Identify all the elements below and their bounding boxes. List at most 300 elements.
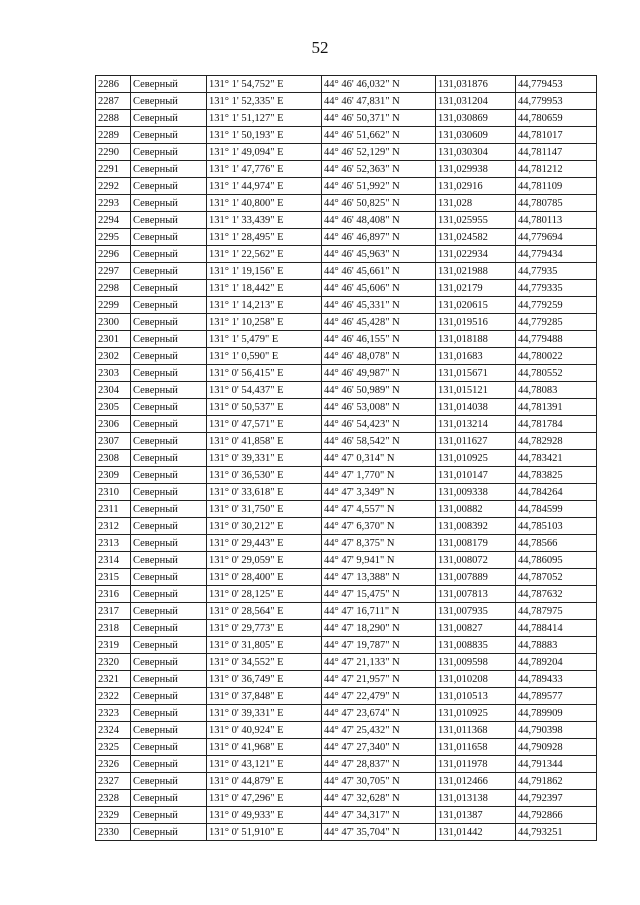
zone-name-cell: Северный	[131, 331, 207, 348]
latitude-dms-cell: 44° 46' 46,897" N	[322, 229, 436, 246]
longitude-decimal-cell: 131,009338	[436, 484, 516, 501]
latitude-decimal-cell: 44,783421	[516, 450, 597, 467]
longitude-decimal-cell: 131,010925	[436, 450, 516, 467]
latitude-decimal-cell: 44,779453	[516, 76, 597, 93]
longitude-decimal-cell: 131,022934	[436, 246, 516, 263]
latitude-dms-cell: 44° 47' 16,711" N	[322, 603, 436, 620]
zone-name-cell: Северный	[131, 671, 207, 688]
latitude-decimal-cell: 44,789577	[516, 688, 597, 705]
zone-name-cell: Северный	[131, 195, 207, 212]
table-row	[96, 688, 597, 705]
longitude-decimal-cell: 131,030869	[436, 110, 516, 127]
table-row	[96, 314, 597, 331]
longitude-dms-cell: 131° 1' 28,495" E	[207, 229, 322, 246]
point-number-cell: 2287	[96, 93, 131, 110]
latitude-decimal-cell: 44,789433	[516, 671, 597, 688]
latitude-decimal-cell: 44,787975	[516, 603, 597, 620]
latitude-dms-cell: 44° 47' 23,674" N	[322, 705, 436, 722]
zone-name-cell: Северный	[131, 739, 207, 756]
table-row	[96, 620, 597, 637]
table-row	[96, 671, 597, 688]
latitude-dms-cell: 44° 47' 0,314" N	[322, 450, 436, 467]
latitude-dms-cell: 44° 47' 21,133" N	[322, 654, 436, 671]
latitude-decimal-cell: 44,779488	[516, 331, 597, 348]
latitude-dms-cell: 44° 46' 51,662" N	[322, 127, 436, 144]
point-number-cell: 2309	[96, 467, 131, 484]
point-number-cell: 2295	[96, 229, 131, 246]
latitude-decimal-cell: 44,785103	[516, 518, 597, 535]
coordinates-table-body	[96, 76, 597, 841]
latitude-decimal-cell: 44,78083	[516, 382, 597, 399]
zone-name-cell: Северный	[131, 569, 207, 586]
zone-name-cell: Северный	[131, 552, 207, 569]
longitude-dms-cell: 131° 1' 47,776" E	[207, 161, 322, 178]
latitude-dms-cell: 44° 46' 45,963" N	[322, 246, 436, 263]
zone-name-cell: Северный	[131, 484, 207, 501]
latitude-dms-cell: 44° 46' 50,989" N	[322, 382, 436, 399]
latitude-dms-cell: 44° 47' 1,770" N	[322, 467, 436, 484]
latitude-dms-cell: 44° 46' 52,129" N	[322, 144, 436, 161]
latitude-decimal-cell: 44,789204	[516, 654, 597, 671]
longitude-decimal-cell: 131,029938	[436, 161, 516, 178]
latitude-dms-cell: 44° 46' 50,371" N	[322, 110, 436, 127]
latitude-dms-cell: 44° 47' 13,388" N	[322, 569, 436, 586]
table-row	[96, 518, 597, 535]
longitude-dms-cell: 131° 1' 19,156" E	[207, 263, 322, 280]
longitude-decimal-cell: 131,009598	[436, 654, 516, 671]
latitude-dms-cell: 44° 47' 25,432" N	[322, 722, 436, 739]
latitude-decimal-cell: 44,781391	[516, 399, 597, 416]
latitude-decimal-cell: 44,781017	[516, 127, 597, 144]
zone-name-cell: Северный	[131, 807, 207, 824]
longitude-dms-cell: 131° 1' 10,258" E	[207, 314, 322, 331]
latitude-dms-cell: 44° 47' 22,479" N	[322, 688, 436, 705]
longitude-decimal-cell: 131,00882	[436, 501, 516, 518]
longitude-decimal-cell: 131,015121	[436, 382, 516, 399]
table-row	[96, 297, 597, 314]
longitude-dms-cell: 131° 0' 40,924" E	[207, 722, 322, 739]
table-row	[96, 807, 597, 824]
latitude-dms-cell: 44° 47' 32,628" N	[322, 790, 436, 807]
longitude-dms-cell: 131° 0' 44,879" E	[207, 773, 322, 790]
latitude-dms-cell: 44° 46' 50,825" N	[322, 195, 436, 212]
longitude-dms-cell: 131° 1' 49,094" E	[207, 144, 322, 161]
longitude-decimal-cell: 131,007813	[436, 586, 516, 603]
longitude-decimal-cell: 131,025955	[436, 212, 516, 229]
longitude-dms-cell: 131° 0' 37,848" E	[207, 688, 322, 705]
point-number-cell: 2327	[96, 773, 131, 790]
longitude-decimal-cell: 131,010513	[436, 688, 516, 705]
latitude-dms-cell: 44° 46' 45,428" N	[322, 314, 436, 331]
longitude-decimal-cell: 131,008835	[436, 637, 516, 654]
zone-name-cell: Северный	[131, 229, 207, 246]
table-row	[96, 535, 597, 552]
latitude-dms-cell: 44° 46' 45,661" N	[322, 263, 436, 280]
zone-name-cell: Северный	[131, 263, 207, 280]
table-row	[96, 246, 597, 263]
longitude-decimal-cell: 131,011978	[436, 756, 516, 773]
longitude-dms-cell: 131° 1' 52,335" E	[207, 93, 322, 110]
longitude-dms-cell: 131° 0' 36,749" E	[207, 671, 322, 688]
latitude-decimal-cell: 44,783825	[516, 467, 597, 484]
zone-name-cell: Северный	[131, 348, 207, 365]
zone-name-cell: Северный	[131, 433, 207, 450]
point-number-cell: 2311	[96, 501, 131, 518]
point-number-cell: 2315	[96, 569, 131, 586]
point-number-cell: 2320	[96, 654, 131, 671]
longitude-decimal-cell: 131,011368	[436, 722, 516, 739]
point-number-cell: 2301	[96, 331, 131, 348]
point-number-cell: 2290	[96, 144, 131, 161]
table-row	[96, 212, 597, 229]
zone-name-cell: Северный	[131, 773, 207, 790]
latitude-dms-cell: 44° 46' 58,542" N	[322, 433, 436, 450]
latitude-dms-cell: 44° 47' 15,475" N	[322, 586, 436, 603]
latitude-decimal-cell: 44,787632	[516, 586, 597, 603]
zone-name-cell: Северный	[131, 399, 207, 416]
latitude-decimal-cell: 44,790928	[516, 739, 597, 756]
table-row	[96, 552, 597, 569]
zone-name-cell: Северный	[131, 297, 207, 314]
longitude-decimal-cell: 131,031876	[436, 76, 516, 93]
table-row	[96, 110, 597, 127]
zone-name-cell: Северный	[131, 654, 207, 671]
longitude-decimal-cell: 131,012466	[436, 773, 516, 790]
longitude-dms-cell: 131° 0' 28,400" E	[207, 569, 322, 586]
point-number-cell: 2302	[96, 348, 131, 365]
latitude-decimal-cell: 44,779259	[516, 297, 597, 314]
longitude-decimal-cell: 131,013214	[436, 416, 516, 433]
table-row	[96, 501, 597, 518]
point-number-cell: 2317	[96, 603, 131, 620]
point-number-cell: 2326	[96, 756, 131, 773]
point-number-cell: 2328	[96, 790, 131, 807]
longitude-decimal-cell: 131,030609	[436, 127, 516, 144]
longitude-decimal-cell: 131,020615	[436, 297, 516, 314]
zone-name-cell: Северный	[131, 535, 207, 552]
table-row	[96, 603, 597, 620]
longitude-dms-cell: 131° 1' 51,127" E	[207, 110, 322, 127]
table-row	[96, 331, 597, 348]
table-row	[96, 76, 597, 93]
latitude-dms-cell: 44° 47' 3,349" N	[322, 484, 436, 501]
page-number: 52	[311, 38, 329, 57]
point-number-cell: 2324	[96, 722, 131, 739]
longitude-dms-cell: 131° 1' 14,213" E	[207, 297, 322, 314]
table-row	[96, 773, 597, 790]
point-number-cell: 2297	[96, 263, 131, 280]
point-number-cell: 2313	[96, 535, 131, 552]
point-number-cell: 2289	[96, 127, 131, 144]
point-number-cell: 2318	[96, 620, 131, 637]
zone-name-cell: Северный	[131, 637, 207, 654]
latitude-decimal-cell: 44,792397	[516, 790, 597, 807]
zone-name-cell: Северный	[131, 127, 207, 144]
latitude-dms-cell: 44° 47' 30,705" N	[322, 773, 436, 790]
longitude-dms-cell: 131° 1' 0,590" E	[207, 348, 322, 365]
latitude-dms-cell: 44° 47' 18,290" N	[322, 620, 436, 637]
latitude-dms-cell: 44° 47' 27,340" N	[322, 739, 436, 756]
latitude-decimal-cell: 44,788414	[516, 620, 597, 637]
point-number-cell: 2323	[96, 705, 131, 722]
latitude-dms-cell: 44° 46' 45,331" N	[322, 297, 436, 314]
longitude-decimal-cell: 131,013138	[436, 790, 516, 807]
table-row	[96, 824, 597, 841]
longitude-dms-cell: 131° 1' 50,193" E	[207, 127, 322, 144]
latitude-dms-cell: 44° 47' 6,370" N	[322, 518, 436, 535]
longitude-dms-cell: 131° 0' 56,415" E	[207, 365, 322, 382]
latitude-dms-cell: 44° 46' 52,363" N	[322, 161, 436, 178]
longitude-decimal-cell: 131,007935	[436, 603, 516, 620]
table-row	[96, 569, 597, 586]
point-number-cell: 2316	[96, 586, 131, 603]
latitude-decimal-cell: 44,781109	[516, 178, 597, 195]
longitude-dms-cell: 131° 0' 47,296" E	[207, 790, 322, 807]
table-row	[96, 144, 597, 161]
point-number-cell: 2303	[96, 365, 131, 382]
coordinates-table	[95, 75, 597, 841]
longitude-dms-cell: 131° 0' 31,805" E	[207, 637, 322, 654]
longitude-decimal-cell: 131,008392	[436, 518, 516, 535]
point-number-cell: 2296	[96, 246, 131, 263]
zone-name-cell: Северный	[131, 382, 207, 399]
longitude-dms-cell: 131° 0' 50,537" E	[207, 399, 322, 416]
latitude-dms-cell: 44° 46' 54,423" N	[322, 416, 436, 433]
latitude-decimal-cell: 44,786095	[516, 552, 597, 569]
table-row	[96, 739, 597, 756]
table-row	[96, 637, 597, 654]
table-row	[96, 467, 597, 484]
latitude-decimal-cell: 44,791344	[516, 756, 597, 773]
zone-name-cell: Северный	[131, 76, 207, 93]
longitude-dms-cell: 131° 0' 31,750" E	[207, 501, 322, 518]
longitude-dms-cell: 131° 1' 22,562" E	[207, 246, 322, 263]
latitude-decimal-cell: 44,782928	[516, 433, 597, 450]
longitude-dms-cell: 131° 0' 28,564" E	[207, 603, 322, 620]
latitude-decimal-cell: 44,793251	[516, 824, 597, 841]
zone-name-cell: Северный	[131, 416, 207, 433]
table-row	[96, 93, 597, 110]
table-row	[96, 756, 597, 773]
longitude-dms-cell: 131° 0' 41,858" E	[207, 433, 322, 450]
latitude-decimal-cell: 44,780022	[516, 348, 597, 365]
latitude-dms-cell: 44° 46' 48,408" N	[322, 212, 436, 229]
longitude-dms-cell: 131° 0' 33,618" E	[207, 484, 322, 501]
latitude-decimal-cell: 44,791862	[516, 773, 597, 790]
latitude-dms-cell: 44° 47' 21,957" N	[322, 671, 436, 688]
zone-name-cell: Северный	[131, 314, 207, 331]
longitude-decimal-cell: 131,015671	[436, 365, 516, 382]
point-number-cell: 2321	[96, 671, 131, 688]
zone-name-cell: Северный	[131, 467, 207, 484]
longitude-dms-cell: 131° 0' 39,331" E	[207, 450, 322, 467]
table-row	[96, 705, 597, 722]
point-number-cell: 2329	[96, 807, 131, 824]
longitude-dms-cell: 131° 0' 30,212" E	[207, 518, 322, 535]
latitude-decimal-cell: 44,779953	[516, 93, 597, 110]
point-number-cell: 2298	[96, 280, 131, 297]
zone-name-cell: Северный	[131, 603, 207, 620]
latitude-dms-cell: 44° 46' 53,008" N	[322, 399, 436, 416]
latitude-decimal-cell: 44,78566	[516, 535, 597, 552]
latitude-decimal-cell: 44,784264	[516, 484, 597, 501]
table-row	[96, 365, 597, 382]
longitude-decimal-cell: 131,01387	[436, 807, 516, 824]
latitude-decimal-cell: 44,789909	[516, 705, 597, 722]
table-row	[96, 178, 597, 195]
longitude-dms-cell: 131° 0' 29,773" E	[207, 620, 322, 637]
table-row	[96, 416, 597, 433]
table-row	[96, 433, 597, 450]
point-number-cell: 2322	[96, 688, 131, 705]
latitude-decimal-cell: 44,792866	[516, 807, 597, 824]
latitude-decimal-cell: 44,780113	[516, 212, 597, 229]
longitude-decimal-cell: 131,011658	[436, 739, 516, 756]
zone-name-cell: Северный	[131, 722, 207, 739]
longitude-dms-cell: 131° 1' 18,442" E	[207, 280, 322, 297]
zone-name-cell: Северный	[131, 144, 207, 161]
latitude-decimal-cell: 44,779434	[516, 246, 597, 263]
longitude-decimal-cell: 131,01683	[436, 348, 516, 365]
longitude-dms-cell: 131° 1' 44,974" E	[207, 178, 322, 195]
zone-name-cell: Северный	[131, 756, 207, 773]
latitude-decimal-cell: 44,781784	[516, 416, 597, 433]
zone-name-cell: Северный	[131, 450, 207, 467]
latitude-decimal-cell: 44,781212	[516, 161, 597, 178]
point-number-cell: 2294	[96, 212, 131, 229]
point-number-cell: 2306	[96, 416, 131, 433]
longitude-dms-cell: 131° 0' 34,552" E	[207, 654, 322, 671]
point-number-cell: 2310	[96, 484, 131, 501]
longitude-decimal-cell: 131,024582	[436, 229, 516, 246]
longitude-dms-cell: 131° 1' 33,439" E	[207, 212, 322, 229]
table-row	[96, 127, 597, 144]
latitude-dms-cell: 44° 47' 19,787" N	[322, 637, 436, 654]
longitude-dms-cell: 131° 1' 40,800" E	[207, 195, 322, 212]
table-row	[96, 586, 597, 603]
longitude-decimal-cell: 131,01442	[436, 824, 516, 841]
longitude-dms-cell: 131° 0' 29,059" E	[207, 552, 322, 569]
latitude-dms-cell: 44° 46' 47,831" N	[322, 93, 436, 110]
longitude-dms-cell: 131° 0' 29,443" E	[207, 535, 322, 552]
longitude-decimal-cell: 131,021988	[436, 263, 516, 280]
longitude-decimal-cell: 131,02179	[436, 280, 516, 297]
latitude-dms-cell: 44° 46' 46,155" N	[322, 331, 436, 348]
longitude-dms-cell: 131° 0' 36,530" E	[207, 467, 322, 484]
longitude-dms-cell: 131° 0' 41,968" E	[207, 739, 322, 756]
latitude-dms-cell: 44° 46' 48,078" N	[322, 348, 436, 365]
table-row	[96, 722, 597, 739]
longitude-dms-cell: 131° 0' 49,933" E	[207, 807, 322, 824]
latitude-decimal-cell: 44,779335	[516, 280, 597, 297]
latitude-dms-cell: 44° 47' 8,375" N	[322, 535, 436, 552]
zone-name-cell: Северный	[131, 246, 207, 263]
longitude-dms-cell: 131° 0' 43,121" E	[207, 756, 322, 773]
point-number-cell: 2305	[96, 399, 131, 416]
latitude-decimal-cell: 44,787052	[516, 569, 597, 586]
zone-name-cell: Северный	[131, 620, 207, 637]
zone-name-cell: Северный	[131, 705, 207, 722]
latitude-decimal-cell: 44,781147	[516, 144, 597, 161]
point-number-cell: 2312	[96, 518, 131, 535]
zone-name-cell: Северный	[131, 93, 207, 110]
latitude-dms-cell: 44° 47' 4,557" N	[322, 501, 436, 518]
longitude-decimal-cell: 131,007889	[436, 569, 516, 586]
latitude-dms-cell: 44° 47' 9,941" N	[322, 552, 436, 569]
table-row	[96, 161, 597, 178]
latitude-dms-cell: 44° 46' 51,992" N	[322, 178, 436, 195]
table-row	[96, 654, 597, 671]
longitude-decimal-cell: 131,030304	[436, 144, 516, 161]
latitude-decimal-cell: 44,78883	[516, 637, 597, 654]
point-number-cell: 2314	[96, 552, 131, 569]
latitude-dms-cell: 44° 47' 35,704" N	[322, 824, 436, 841]
latitude-decimal-cell: 44,77935	[516, 263, 597, 280]
point-number-cell: 2307	[96, 433, 131, 450]
longitude-decimal-cell: 131,010208	[436, 671, 516, 688]
zone-name-cell: Северный	[131, 688, 207, 705]
latitude-dms-cell: 44° 46' 45,606" N	[322, 280, 436, 297]
longitude-dms-cell: 131° 0' 47,571" E	[207, 416, 322, 433]
longitude-decimal-cell: 131,010147	[436, 467, 516, 484]
longitude-decimal-cell: 131,008179	[436, 535, 516, 552]
zone-name-cell: Северный	[131, 824, 207, 841]
longitude-decimal-cell: 131,018188	[436, 331, 516, 348]
table-row	[96, 280, 597, 297]
latitude-decimal-cell: 44,779694	[516, 229, 597, 246]
latitude-decimal-cell: 44,780785	[516, 195, 597, 212]
point-number-cell: 2291	[96, 161, 131, 178]
longitude-decimal-cell: 131,011627	[436, 433, 516, 450]
point-number-cell: 2288	[96, 110, 131, 127]
point-number-cell: 2299	[96, 297, 131, 314]
point-number-cell: 2292	[96, 178, 131, 195]
table-row	[96, 484, 597, 501]
latitude-decimal-cell: 44,790398	[516, 722, 597, 739]
zone-name-cell: Северный	[131, 212, 207, 229]
point-number-cell: 2319	[96, 637, 131, 654]
table-row	[96, 229, 597, 246]
zone-name-cell: Северный	[131, 501, 207, 518]
latitude-decimal-cell: 44,780552	[516, 365, 597, 382]
latitude-dms-cell: 44° 46' 46,032" N	[322, 76, 436, 93]
zone-name-cell: Северный	[131, 110, 207, 127]
longitude-dms-cell: 131° 0' 39,331" E	[207, 705, 322, 722]
zone-name-cell: Северный	[131, 790, 207, 807]
longitude-dms-cell: 131° 0' 54,437" E	[207, 382, 322, 399]
longitude-decimal-cell: 131,010925	[436, 705, 516, 722]
longitude-dms-cell: 131° 0' 51,910" E	[207, 824, 322, 841]
zone-name-cell: Северный	[131, 518, 207, 535]
point-number-cell: 2300	[96, 314, 131, 331]
table-row	[96, 450, 597, 467]
zone-name-cell: Северный	[131, 161, 207, 178]
longitude-decimal-cell: 131,019516	[436, 314, 516, 331]
longitude-decimal-cell: 131,031204	[436, 93, 516, 110]
point-number-cell: 2286	[96, 76, 131, 93]
point-number-cell: 2325	[96, 739, 131, 756]
latitude-decimal-cell: 44,780659	[516, 110, 597, 127]
latitude-dms-cell: 44° 46' 49,987" N	[322, 365, 436, 382]
table-row	[96, 399, 597, 416]
longitude-decimal-cell: 131,00827	[436, 620, 516, 637]
table-row	[96, 348, 597, 365]
latitude-dms-cell: 44° 47' 34,317" N	[322, 807, 436, 824]
point-number-cell: 2293	[96, 195, 131, 212]
longitude-dms-cell: 131° 0' 28,125" E	[207, 586, 322, 603]
zone-name-cell: Северный	[131, 178, 207, 195]
zone-name-cell: Северный	[131, 586, 207, 603]
